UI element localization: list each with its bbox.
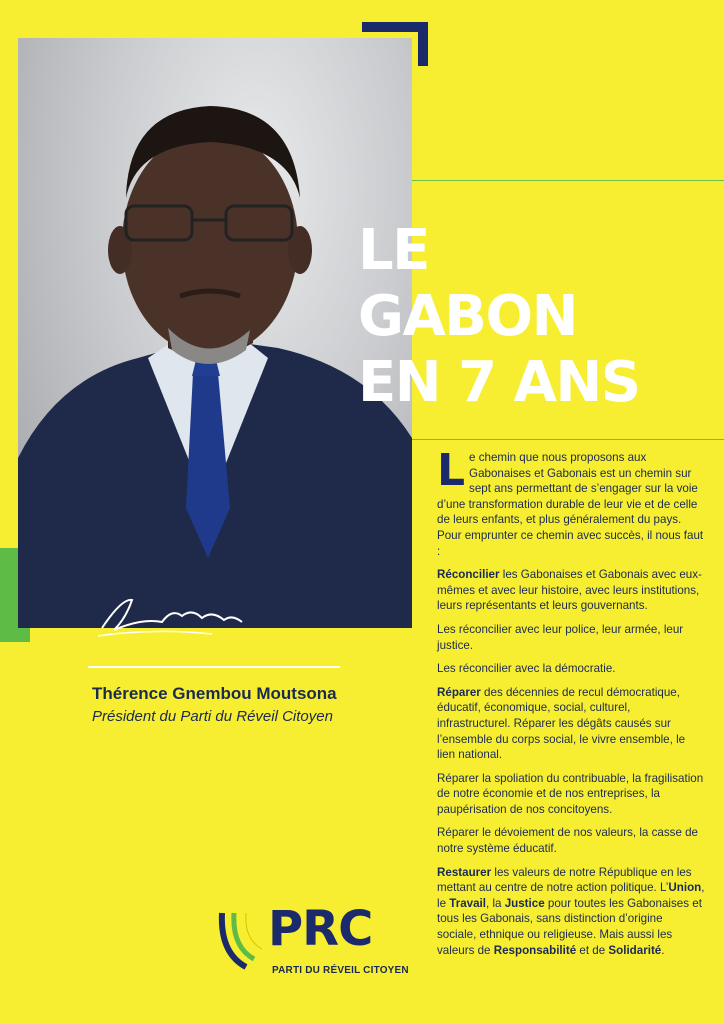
logo-emblem-icon	[218, 909, 266, 973]
paragraph-text: les valeurs de notre République en les mettant au centre de notre action politique. L’	[437, 865, 692, 895]
keyword-solidarite: Solidarité	[608, 943, 662, 957]
intro-text: e chemin que nous proposons aux Gabonaises et Gabonais est un chemin sur sept ans permettant de s’engager sur la voie d’une transformation durable de leur vie et de celle de leurs enfants, et plus généralement du pays. Pour emprunter ce chemin avec succès, il nous faut :	[437, 451, 704, 558]
keyword-responsabilite: Responsabilité	[493, 943, 577, 957]
keyword-reparer: Réparer	[437, 685, 481, 699]
logo-acronym: PRC	[268, 901, 373, 957]
paragraph-reparer	[437, 685, 705, 763]
signature-underline	[88, 666, 340, 668]
paragraph-text: des décennies de recul démocratique, éducatif, économique, social, culturel, infrastructurel. Réparer les dégâts causés sur l’ensemble du corps social, le vivre ensemble, le lien national.	[437, 685, 686, 762]
headline	[358, 218, 718, 416]
keyword-reconcilier: Réconcilier	[437, 568, 500, 582]
paragraph-text: , le	[437, 881, 705, 910]
portrait-illustration	[18, 38, 412, 628]
candidate-name: Thérence Gnembou Moutsona	[92, 684, 337, 703]
paragraph-text: .	[661, 943, 665, 957]
keyword-union: Union	[668, 881, 702, 895]
keyword-restaurer: Restaurer	[437, 865, 492, 879]
headline-line-2: GABON	[358, 284, 577, 349]
logo-full-name: PARTI DU RÉVEIL CITOYEN	[272, 965, 409, 976]
candidate-portrait	[18, 38, 412, 628]
paragraph-police: Les réconcilier avec leur police, leur armée, leur justice.	[437, 622, 684, 652]
paragraph-reconcilier	[437, 567, 705, 614]
drop-cap: L	[437, 445, 466, 496]
paragraph-text: les Gabonaises et Gabonais avec eux-mêmes et avec leur histoire, avec leurs institutions, leurs représentants et leurs gouvernants.	[437, 568, 702, 613]
intro-paragraph	[437, 445, 705, 559]
headline-line-3: EN 7 ANS	[358, 350, 640, 415]
paragraph-restaurer	[437, 865, 705, 959]
paragraph-text: pour toutes les Gabonaises et tous les Gabonais, sans distinction d’origine sociale, ethnique ou religieuse. Mais aussi les valeurs de	[437, 896, 702, 957]
paragraph-democratie: Les réconcilier avec la démocratie.	[437, 662, 616, 676]
party-logo	[218, 901, 418, 985]
signature-mark	[92, 588, 272, 644]
paragraph-spoliation: Réparer la spoliation du contribuable, la fragilisation de notre économie et de nos entreprises, la paupérisation de nos concitoyens.	[437, 771, 704, 816]
paragraph-text: et de	[576, 943, 609, 957]
paragraph-text: , la	[486, 896, 505, 910]
paragraph-valeurs: Réparer le dévoiement de nos valeurs, la casse de notre système éducatif.	[437, 826, 699, 856]
candidate-role: Président du Parti du Réveil Citoyen	[92, 708, 333, 725]
headline-line-1: LE	[358, 218, 429, 283]
keyword-travail: Travail	[449, 896, 486, 910]
manifesto-text	[437, 445, 705, 966]
keyword-justice: Justice	[504, 896, 545, 910]
